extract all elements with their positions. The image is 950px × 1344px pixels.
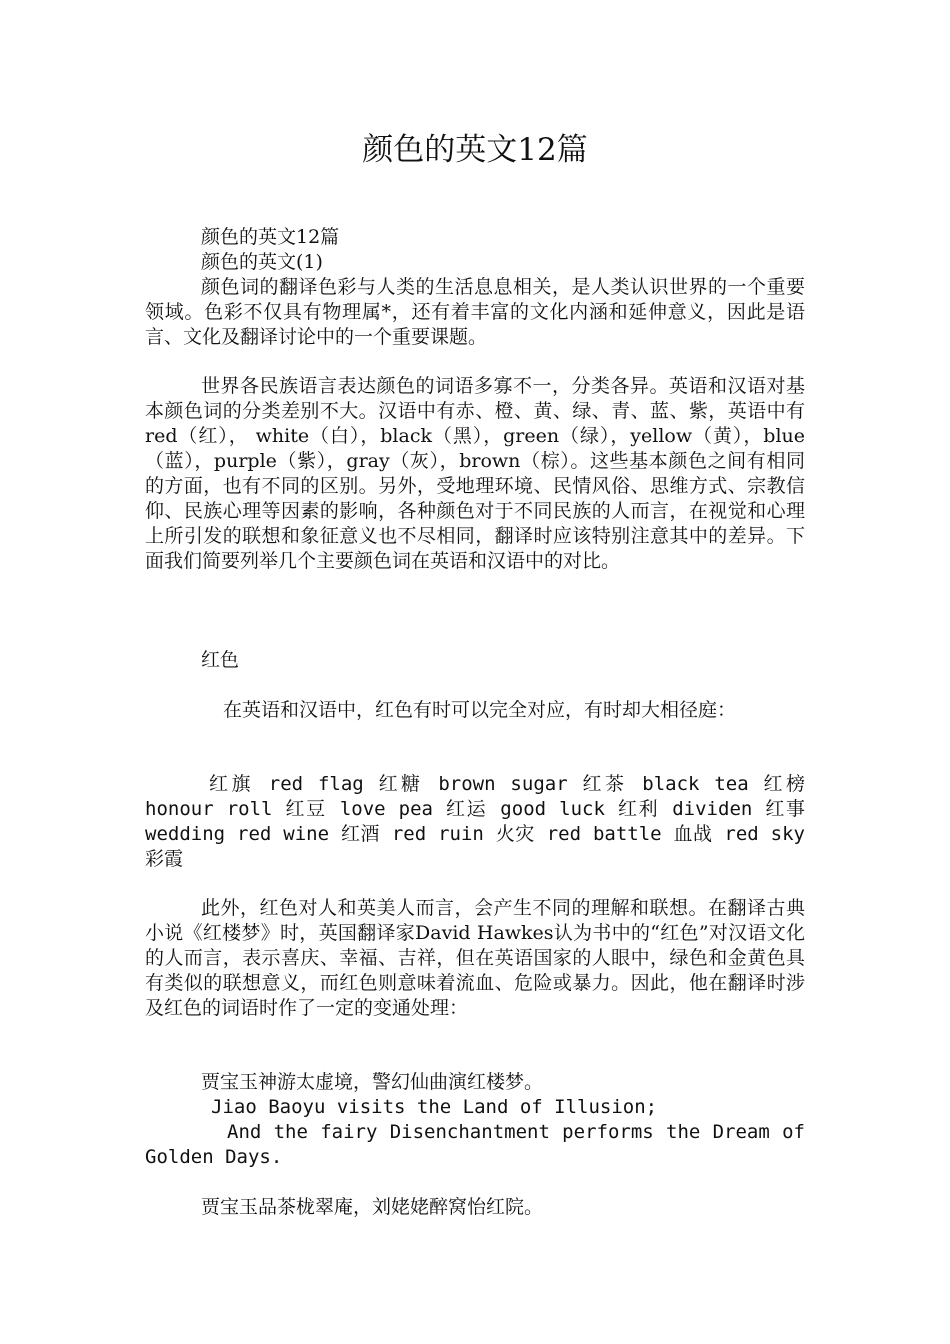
heading-line-2 xyxy=(145,250,805,275)
example-2-block xyxy=(145,1195,805,1220)
basic-colors-paragraph-block xyxy=(145,374,805,574)
subheading-collection: 颜色的英文12篇 xyxy=(201,226,340,248)
example-2-chinese: 贾宝玉品茶栊翠庵，刘姥姥醉窝怡红院。 xyxy=(201,1196,544,1218)
document-title: 颜色的英文12篇 xyxy=(362,132,588,168)
heading-line-1 xyxy=(145,225,805,250)
intro-paragraph-block xyxy=(145,275,805,350)
intro-paragraph: 颜色词的翻译色彩与人类的生活息息相关，是人类认识世界的一个重要领域。色彩不仅具有物理属*，还有着丰富的文化内涵和延伸意义，因此是语言、文化及翻译讨论中的一个重要课题。 xyxy=(145,276,805,348)
red-examples-paragraph: 红旗 red flag 红糖 brown sugar 红茶 black tea 红榜 honour roll 红豆 love pea 红运 good luck 红利 dividen 红事 wedding red wine 红酒 red ruin 火灾 red battle 血战 red sky 彩霞 xyxy=(145,773,805,870)
red-intro-paragraph: 在英语和汉语中，红色有时可以完全对应，有时却大相径庭： xyxy=(223,699,737,721)
basic-colors-paragraph: 世界各民族语言表达颜色的词语多寡不一，分类各异。英语和汉语对基本颜色词的分类差别不大。汉语中有赤、橙、黄、绿、青、蓝、紫，英语中有red（红）， white（白），black（黑），green（绿），yellow（黄），blue（蓝），purple（紫），gray（灰），brown（棕）。这些基本颜色之间有相同的方面，也有不同的区别。另外，受地理环境、民情风俗、思维方式、宗教信仰、民族心理等因素的影响，各种颜色对于不同民族的人而言，在视觉和心理上所引发的联想和象征意义也不尽相同，翻译时应该特别注意其中的差异。下面我们简要列举几个主要颜色词在英语和汉语中的对比。 xyxy=(145,375,805,572)
example-1-english-line-2: And the fairy Disenchantment performs the Dream of Golden Days. xyxy=(145,1121,805,1168)
example-1-block xyxy=(145,1070,805,1170)
example-1-english-line-1: Jiao Baoyu visits the Land of Illusion; xyxy=(211,1096,658,1118)
hawkes-paragraph-block xyxy=(145,896,805,1021)
section-heading-red: 红色 xyxy=(201,649,240,671)
red-intro-block xyxy=(145,698,805,723)
hawkes-paragraph: 此外，红色对人和英美人而言，会产生不同的理解和联想。在翻译古典小说《红楼梦》时，英国翻译家David Hawkes认为书中的“红色”对汉语文化的人而言，表示喜庆、幸福、吉祥，但在英语国家的人眼中，绿色和金黄色具有类似的联想意义，而红色则意味着流血、危险或暴力。因此，他在翻译时涉及红色的词语时作了一定的变通处理： xyxy=(145,897,805,1019)
subheading-part-1: 颜色的英文(1) xyxy=(201,251,323,273)
example-1-chinese: 贾宝玉神游太虚境，警幻仙曲演红楼梦。 xyxy=(201,1071,544,1093)
red-heading-block xyxy=(145,648,805,673)
red-examples-block xyxy=(145,772,805,872)
